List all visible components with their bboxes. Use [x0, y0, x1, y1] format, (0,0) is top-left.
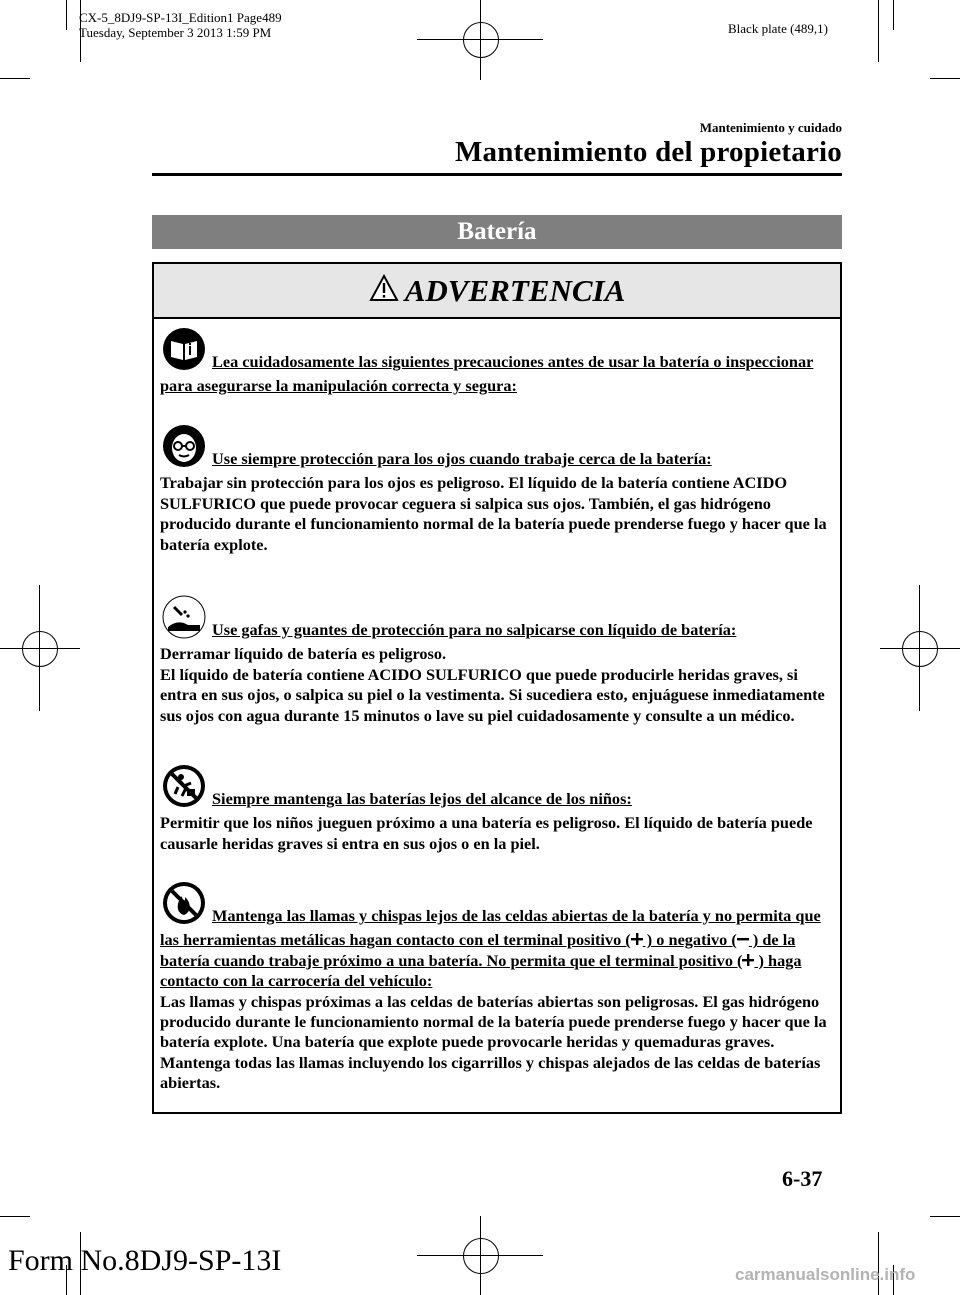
warning-heading-1: Lea cuidadosamente las siguientes precauciones antes de usar la batería o inspeccionar para asegurarse la manipulación correcta y segura: [160, 352, 814, 396]
warning-header [154, 264, 840, 319]
warning-heading-4: Siempre mantenga las baterías lejos del alcance de los niños: [212, 789, 632, 808]
section-header: Mantenimiento y cuidado [699, 120, 842, 135]
form-number: Form No.8DJ9-SP-13I [8, 1244, 282, 1277]
warning-paragraph-3 [160, 595, 836, 726]
warning-heading-3: Use gafas y guantes de protección para no salpicarse con líquido de batería: [212, 620, 737, 639]
positive-terminal-icon [742, 951, 754, 970]
warning-paragraph-4 [160, 764, 836, 854]
negative-terminal-icon [737, 930, 749, 949]
warning-heading-5a: Mantenga las llamas y chispas lejos de las celdas abiertas de la batería y no permita que las herramientas metálicas hagan contacto con el terminal positivo ( [160, 906, 821, 950]
print-info-file: CX-5_8DJ9-SP-13I_Edition1 Page489 [79, 10, 282, 25]
warning-heading-2: Use siempre protección para los ojos cuando trabaje cerca de la batería: [212, 449, 712, 468]
warning-heading-5c: ) de la batería cuando trabaje próximo a una batería. No permita que el terminal positivo ( [160, 930, 796, 970]
no-children-icon [160, 764, 208, 813]
warning-heading-5 [160, 906, 821, 990]
warning-paragraph-5 [160, 881, 836, 1094]
page-number: 6-37 [782, 1166, 823, 1191]
watermark: carmanualsonline.info [735, 1265, 916, 1284]
warning-body-5: Las llamas y chispas próximas a las celdas de baterías abiertas son peligrosas. El gas hidrógeno producido durante le funcionamiento normal de la batería puede prenderse fuego y hacer que la batería explote. Una batería que explote puede provocarle heridas y quemaduras graves. Mantenga todas las llamas incluyendo los cigarrillos y chispas alejados de las celdas de baterías abiertas. [160, 991, 827, 1093]
warning-body-4: Permitir que los niños jueguen próximo a una batería es peligroso. El líquido de batería puede causarle heridas graves si entra en sus ojos o en la piel. [160, 813, 813, 853]
no-flames-icon [160, 881, 208, 930]
print-info-date: Tuesday, September 3 2013 1:59 PM [79, 25, 272, 40]
eye-protection-icon [160, 424, 208, 473]
acid-burn-icon [160, 595, 208, 644]
warning-title: ADVERTENCIA [404, 272, 626, 308]
header-rule [152, 173, 842, 176]
warning-box [152, 262, 842, 1114]
warning-body-3-line1: Derramar líquido de batería es peligroso. [160, 644, 447, 664]
warning-paragraph-1 [160, 327, 836, 397]
warning-heading-5d: ) haga contacto con la carrocería del vehículo: [160, 950, 802, 991]
chapter-title: Mantenimiento del propietario [454, 136, 842, 168]
plate-label: Black plate (489,1) [728, 21, 828, 36]
positive-terminal-icon [631, 930, 643, 949]
warning-body-3: El líquido de batería contiene ACIDO SULFURICO que puede producirle heridas graves, si entra en sus ojos, o salpica su piel o la vestimenta. Si sucediera esto, enjuáguese inmediatamente sus ojos con agua durante 15 minutos o lave su piel cuidadosamente y consulte a un médico. [160, 664, 825, 725]
read-manual-icon [160, 327, 208, 376]
warning-paragraph-2 [160, 424, 836, 555]
print-info [79, 10, 282, 40]
warning-heading-5b: ) o negativo ( [642, 930, 737, 950]
warning-triangle-icon [369, 274, 399, 307]
section-title: Batería [152, 215, 842, 249]
warning-body-2: Trabajar sin protección para los ojos es peligroso. El líquido de la batería contiene ACIDO SULFURICO que puede provocar ceguera si salpica sus ojos. También, el gas hidrógeno producido durante el funcionamiento normal de la batería puede prenderse fuego y hacer que la batería explote. [160, 473, 827, 554]
